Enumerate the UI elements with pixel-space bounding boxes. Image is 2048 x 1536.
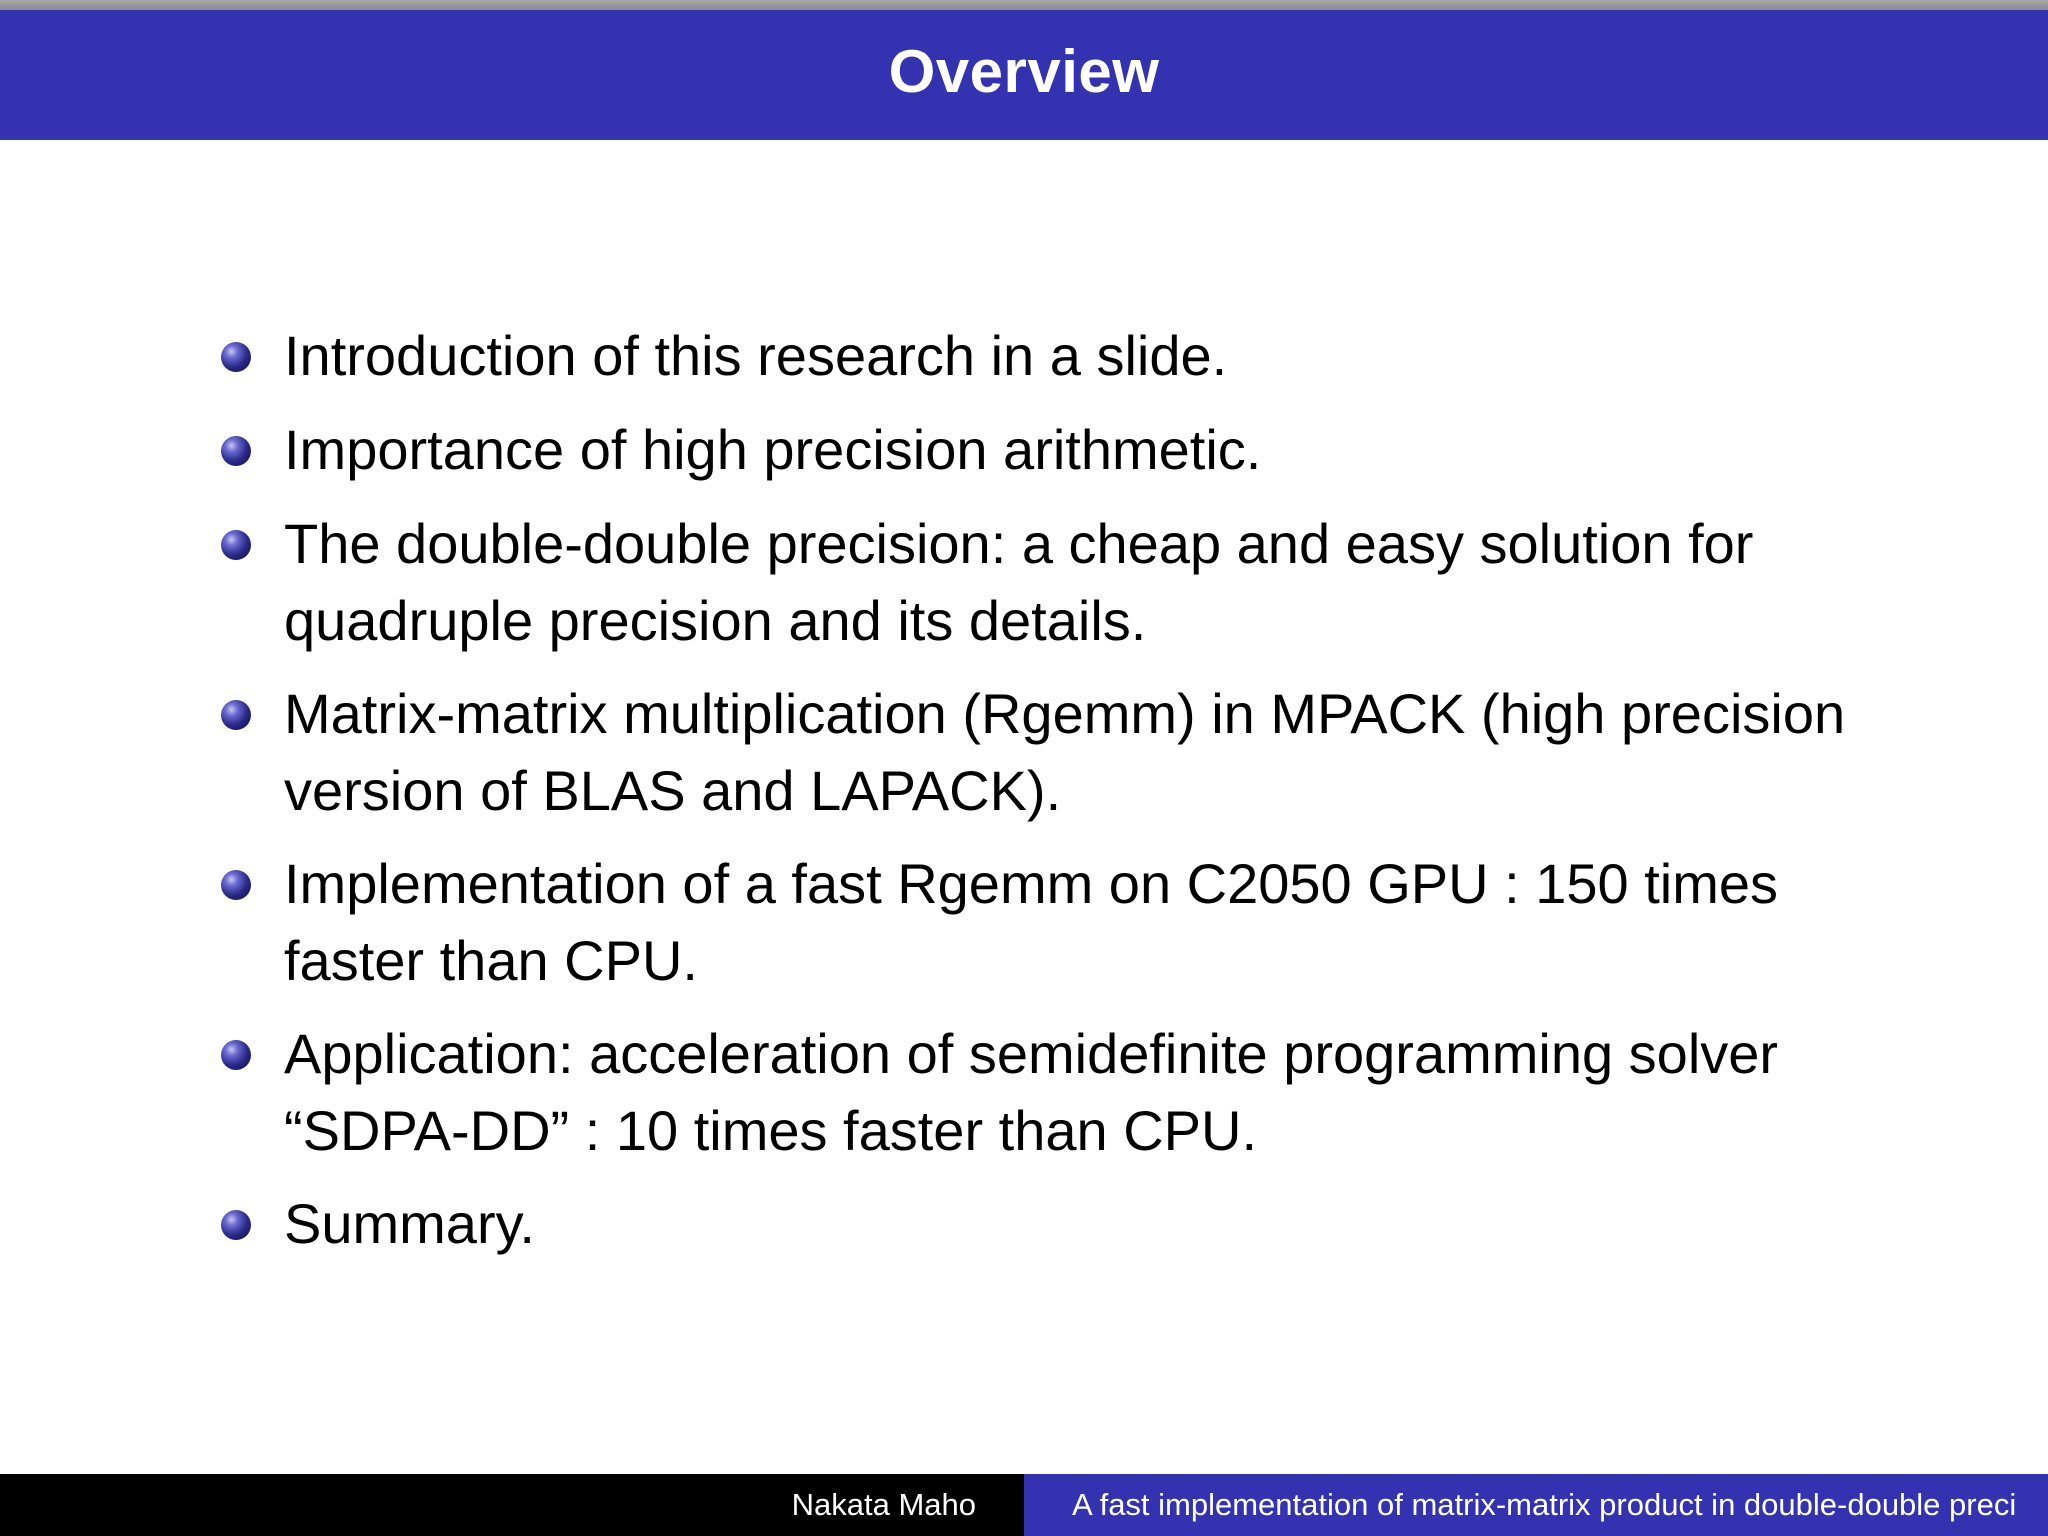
bullet-item: Implementation of a fast Rgemm on C2050 GPU : 150 times faster than CPU. bbox=[284, 852, 1779, 992]
bullet-item: Matrix-matrix multiplication (Rgemm) in MPACK (high precision version of BLAS and LAPACK). bbox=[284, 682, 1846, 822]
bullet-icon bbox=[221, 870, 251, 900]
bullet-icon bbox=[221, 436, 251, 466]
footer-author-box bbox=[0, 1474, 1024, 1536]
bullet-item: Introduction of this research in a slide. bbox=[284, 324, 1228, 387]
footer bbox=[0, 1474, 2048, 1536]
footer-title-box bbox=[1024, 1474, 2048, 1536]
bullet-item: Summary. bbox=[284, 1192, 535, 1255]
footer-author: Nakata Maho bbox=[791, 1487, 976, 1522]
bullet-item: Application: acceleration of semidefinite programming solver “SDPA-DD” : 10 times faster than CPU. bbox=[284, 1022, 1779, 1162]
bullet-icon bbox=[221, 530, 251, 560]
bullet-icon bbox=[221, 1040, 251, 1070]
bullet-item: The double-double precision: a cheap and easy solution for quadruple precision and its details. bbox=[284, 512, 1754, 652]
footer-talk-title: A fast implementation of matrix-matrix product in double-double preci bbox=[1072, 1487, 2017, 1522]
bullet-icon bbox=[221, 1210, 251, 1240]
slide-title: Overview bbox=[888, 37, 1160, 105]
bullet-item: Importance of high precision arithmetic. bbox=[284, 418, 1262, 481]
bullet-icon bbox=[221, 342, 251, 372]
bullet-icon bbox=[221, 700, 251, 730]
